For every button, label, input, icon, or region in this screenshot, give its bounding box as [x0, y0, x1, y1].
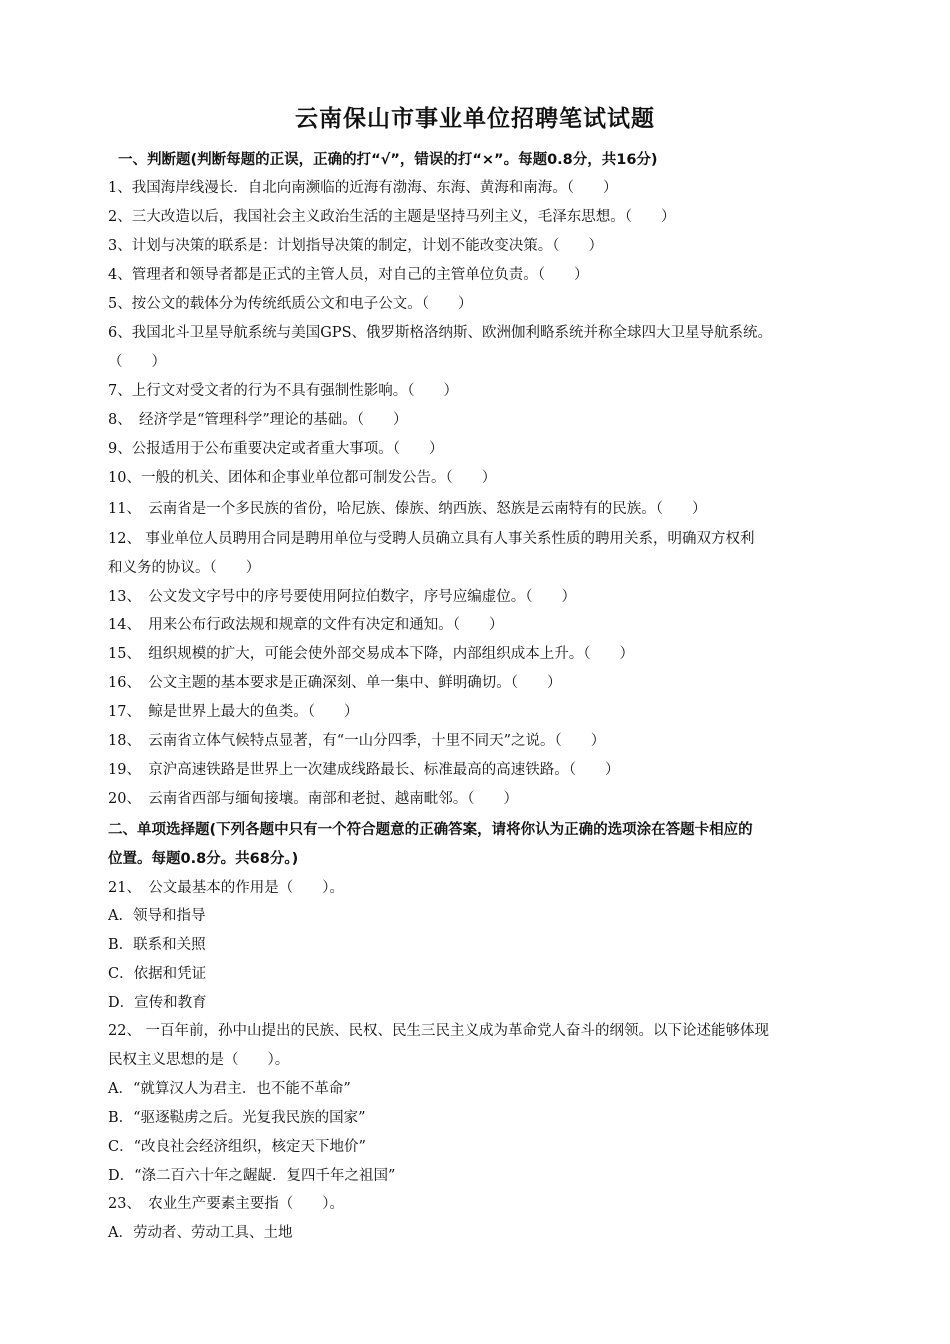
question-item: 17、 鲸是世界上最大的鱼类。（ ） — [108, 704, 359, 720]
answer-option: A．“就算汉人为君主．也不能不革命” — [108, 1081, 351, 1097]
question-item: 20、 云南省西部与缅甸接壤。南部和老挝、越南毗邻。（ ） — [108, 791, 518, 807]
answer-option: D．“涤二百六十年之龌龊．复四千年之祖国” — [108, 1168, 396, 1184]
answer-option: C．“改良社会经济组织，核定天下地价” — [108, 1139, 366, 1155]
question-item: 2、三大改造以后，我国社会主义政治生活的主题是坚持马列主义，毛泽东思想。（ ） — [108, 209, 676, 225]
question-item: 13、 公文发文字号中的序号要使用阿拉伯数字，序号应编虚位。（ ） — [108, 589, 576, 605]
section2-heading: 二、单项选择题(下列各题中只有一个符合题意的正确答案，请将你认为正确的选项涂在答题卡相应的 — [108, 822, 753, 838]
question-item: 3、计划与决策的联系是：计划指导决策的制定，计划不能改变决策。（ ） — [108, 238, 603, 254]
question-item: 1、我国海岸线漫长．自北向南濒临的近海有渤海、东海、黄海和南海。（ ） — [108, 180, 618, 196]
question-item: 21、 公文最基本的作用是（ ）。 — [108, 880, 344, 896]
question-item: 8、 经济学是“管理科学”理论的基础。（ ） — [108, 412, 408, 428]
question-item-continuation: 民权主义思想的是（ ）。 — [108, 1052, 290, 1068]
answer-option: A．领导和指导 — [108, 908, 206, 924]
answer-option: D．宣传和教育 — [108, 995, 207, 1011]
question-item: 4、管理者和领导者都是正式的主管人员，对自己的主管单位负责。（ ） — [108, 267, 589, 283]
question-item: 5、按公文的载体分为传统纸质公文和电子公文。（ ） — [108, 296, 473, 312]
section2-heading-continuation: 位置。每题0.8分。共68分。) — [108, 851, 299, 867]
question-item-continuation: 和义务的协议。（ ） — [108, 560, 261, 576]
question-item: 12、 事业单位人员聘用合同是聘用单位与受聘人员确立具有人事关系性质的聘用关系，明确双方权利 — [108, 531, 755, 547]
question-item: 22、 一百年前，孙中山提出的民族、民权、民生三民主义成为革命党人奋斗的纲领。以下论述能够体现 — [108, 1023, 770, 1039]
question-item: 10、一般的机关、团体和企事业单位都可制发公告。（ ） — [108, 470, 497, 486]
question-item: 7、上行文对受文者的行为不具有强制性影响。（ ） — [108, 383, 458, 399]
answer-option: C．依据和凭证 — [108, 966, 207, 982]
question-item-continuation: （ ） — [108, 354, 166, 370]
question-item: 11、 云南省是一个多民族的省份，哈尼族、傣族、纳西族、怒族是云南特有的民族。（ ） — [108, 501, 707, 517]
question-item: 15、 组织规模的扩大，可能会使外部交易成本下降，内部组织成本上升。（ ） — [108, 646, 634, 662]
question-item: 19、 京沪高速铁路是世界上一次建成线路最长、标准最高的高速铁路。（ ） — [108, 762, 620, 778]
question-item: 16、 公文主题的基本要求是正确深刻、单一集中、鲜明确切。（ ） — [108, 675, 562, 691]
question-item: 6、我国北斗卫星导航系统与美国GPS、俄罗斯格洛纳斯、欧洲伽利略系统并称全球四大卫星导航系统。 — [108, 325, 772, 341]
answer-option: A．劳动者、劳动工具、土地 — [108, 1225, 293, 1241]
question-item: 23、 农业生产要素主要指（ ）。 — [108, 1196, 344, 1212]
question-item: 9、公报适用于公布重要决定或者重大事项。（ ） — [108, 441, 444, 457]
section1-heading: 一、判断题(判断每题的正误，正确的打“√”，错误的打“×”。每题0.8分，共16分) — [118, 152, 658, 168]
document-title: 云南保山市事业单位招聘笔试试题 — [295, 106, 655, 132]
answer-option: B．联系和关照 — [108, 937, 206, 953]
question-item: 18、 云南省立体气候特点显著，有“一山分四季，十里不同天”之说。（ ） — [108, 733, 606, 749]
answer-option: B．“驱逐鞑虏之后。光复我民族的国家” — [108, 1110, 366, 1126]
question-item: 14、 用来公布行政法规和规章的文件有决定和通知。（ ） — [108, 617, 504, 633]
